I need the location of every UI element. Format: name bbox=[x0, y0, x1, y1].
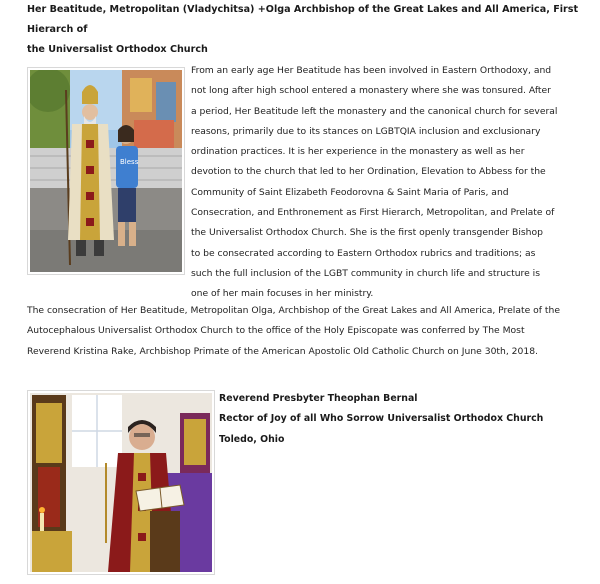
heading-line-1: Her Beatitude, Metropolitan (Vladychitsa) +Olga Archbishop of the Great Lakes and All America, First Hierarch of bbox=[27, 4, 579, 35]
consecration-line: Reverend Kristina Rake, Archbishop Primate of the American Apostolic Old Catholic Church on June 30th, 2018. bbox=[27, 345, 538, 357]
presbyter-photo-image bbox=[30, 393, 212, 572]
bio-paragraph bbox=[191, 61, 562, 305]
bio-line: not long after high school entered a monastery where she was tonsured. After bbox=[191, 85, 551, 97]
consecration-paragraph bbox=[27, 301, 587, 362]
bio-line: to be consecrated according to Eastern Orthodox rubrics and traditions; as bbox=[191, 247, 536, 259]
bishop-photo-image bbox=[30, 70, 182, 272]
signature-title: Rector of Joy of all Who Sorrow Universalist Orthodox Church bbox=[219, 413, 544, 425]
bio-line: one of her main focuses in her ministry. bbox=[191, 288, 374, 300]
bio-line: Community of Saint Elizabeth Feodorovna & Saint Maria of Paris, and bbox=[191, 186, 509, 198]
bio-line: From an early age Her Beatitude has been involved in Eastern Orthodoxy, and bbox=[191, 65, 552, 76]
article-heading bbox=[27, 0, 587, 60]
bio-line: Consecration, and Enthronement as First Hierarch, Metropolitan, and Prelate of bbox=[191, 207, 555, 219]
bio-line: such the full inclusion of the LGBT community in church life and structure is bbox=[191, 267, 541, 279]
consecration-line: Autocephalous Universalist Orthodox Church to the office of the Holy Episcopate was conferred by The Most bbox=[27, 325, 525, 337]
bio-line: the Universalist Orthodox Church. She is the first openly transgender Bishop bbox=[191, 227, 543, 239]
heading-line-2: the Universalist Orthodox Church bbox=[27, 44, 208, 55]
bio-line: devotion to the church that led to her Ordination, Elevation to Abbess for the bbox=[191, 166, 546, 178]
svg-text:Bless: Bless bbox=[120, 158, 139, 166]
signature-block bbox=[219, 389, 589, 450]
bio-line: a period, Her Beatitude left the monastery and the canonical church for several bbox=[191, 105, 558, 117]
signature-location: Toledo, Ohio bbox=[219, 433, 285, 445]
bio-line: ordination practices. It is her experience in the monastery as well as her bbox=[191, 146, 525, 158]
bio-line: reasons, primarily due to its stances on LGBTQIA inclusion and exclusionary bbox=[191, 125, 541, 137]
bishop-photo bbox=[27, 67, 185, 275]
presbyter-photo bbox=[27, 390, 215, 575]
signature-name: Reverend Presbyter Theophan Bernal bbox=[219, 393, 418, 404]
consecration-line: The consecration of Her Beatitude, Metropolitan Olga, Archbishop of the Great Lakes and All America, Prelate of the bbox=[27, 305, 560, 316]
